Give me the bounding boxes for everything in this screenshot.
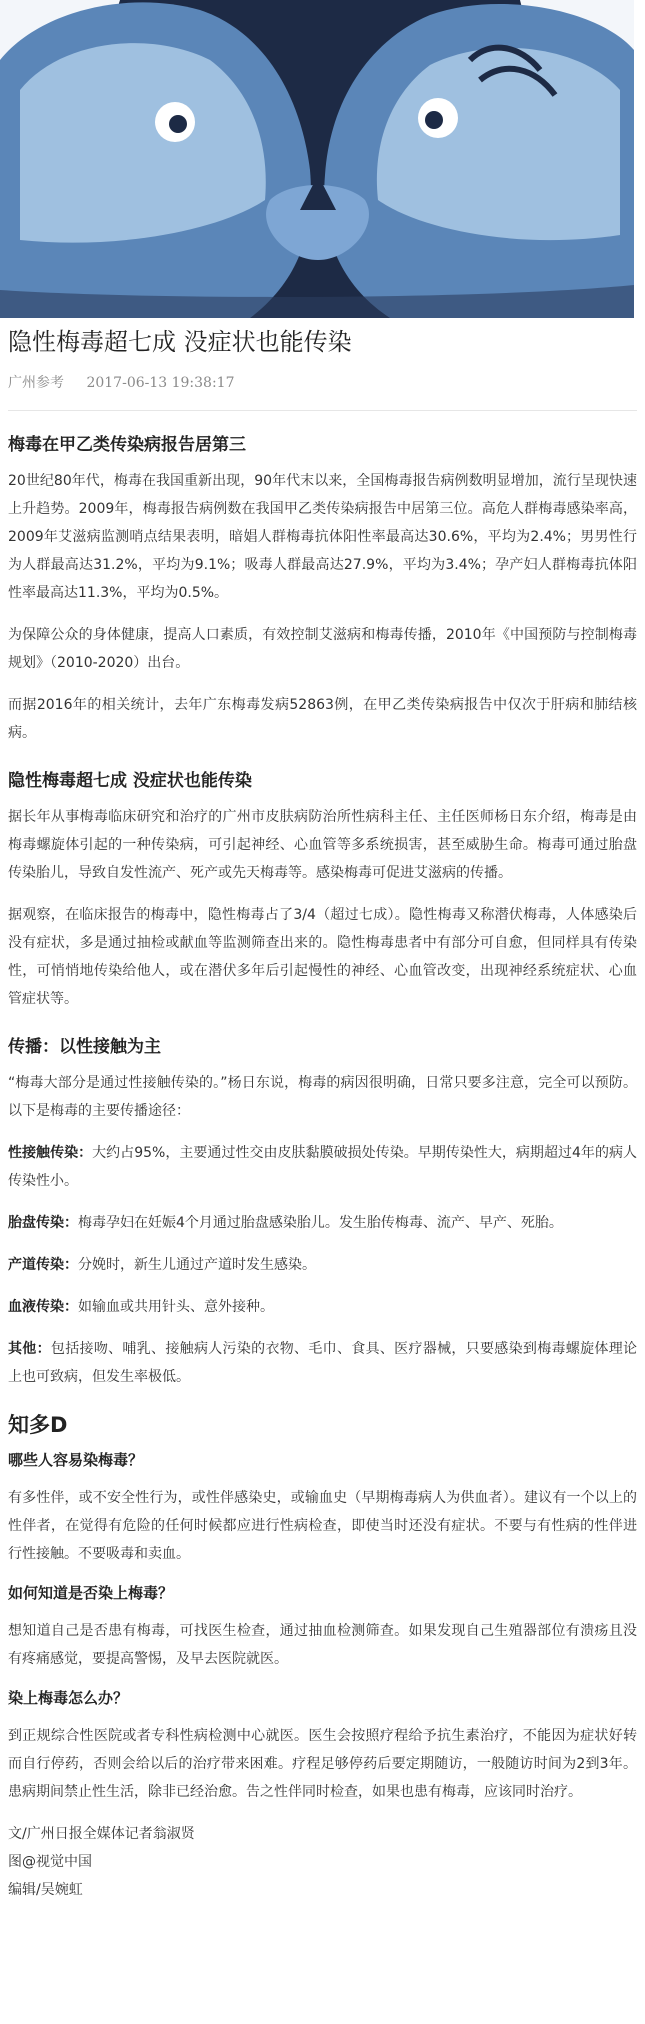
article-source[interactable]: 广州参考 <box>8 375 64 391</box>
transmission-item <box>8 1139 637 1195</box>
article-body <box>0 433 645 1904</box>
paragraph: 据观察，在临床报告的梅毒中，隐性梅毒占了3/4（超过七成）。隐性梅毒又称潜伏梅毒，人体感染后没有症状，多是通过抽检或献血等监测筛查出来的。隐性梅毒患者中有部分可自愈，但同样具有传染性，可悄悄地传染给他人，或在潜伏多年后引起慢性的神经、心血管改变，出现神经系统症状、心血管症状等。 <box>8 907 637 1007</box>
faq-question: 如何知道是否染上梅毒？ <box>8 1584 174 1602</box>
paragraph: 20世纪80年代，梅毒在我国重新出现，90年代末以来，全国梅毒报告病例数明显增加，流行呈现快速上升趋势。2009年，梅毒报告病例数在我国甲乙类传染病报告中居第三位。高危人群梅毒感染率高，2009年艾滋病监测哨点结果表明，暗娼人群梅毒抗体阳性率最高达30.6%，平均为2.4%；男男性行为人群最高达31.2%，平均为9.1%；吸毒人群最高达27.9%，平均为3.4%；孕产妇人群梅毒抗体阳性率最高达11.3%，平均为0.5%。 <box>8 473 637 601</box>
article-meta <box>0 358 645 392</box>
credit-photo: 图@视觉中国 <box>8 1854 92 1870</box>
transmission-text: 包括接吻、哺乳、接触病人污染的衣物、毛巾、食具、医疗器械，只要感染到梅毒螺旋体理论上也可致病，但发生率极低。 <box>8 1341 638 1385</box>
faq-answer: 想知道自己是否患有梅毒，可找医生检查，通过抽血检测筛查。如果发现自己生殖器部位有溃疡且没有疼痛感觉，要提高警惕，及早去医院就医。 <box>8 1623 637 1667</box>
faq-answer: 有多性伴，或不安全性行为，或性伴感染史，或输血史（早期梅毒病人为供血者）。建议有一个以上的性伴者，在觉得有危险的任何时候都应进行性病检查，即使当时还没有症状。不要与有性病的性伴进行性接触。不要吸毒和卖血。 <box>8 1490 637 1562</box>
transmission-item <box>8 1335 637 1391</box>
section-heading: 传播：以性接触为主 <box>8 1037 161 1057</box>
transmission-text: 梅毒孕妇在妊娠4个月通过胎盘感染胎儿。发生胎传梅毒、流产、早产、死胎。 <box>78 1215 563 1231</box>
faq-question: 染上梅毒怎么办？ <box>8 1689 129 1707</box>
transmission-item <box>8 1209 637 1237</box>
faq-question: 哪些人容易染梅毒？ <box>8 1451 144 1469</box>
transmission-label: 胎盘传染： <box>8 1215 78 1231</box>
zhiduo-heading: 知多D <box>8 1413 68 1437</box>
transmission-text: 大约占95%，主要通过性交由皮肤黏膜破损处传染。早期传染性大，病期超过4年的病人传染性小。 <box>8 1145 637 1189</box>
faq-answer: 到正规综合性医院或者专科性病检测中心就医。医生会按照疗程给予抗生素治疗，不能因为症状好转而自行停药，否则会给以后的治疗带来困难。疗程足够停药后要定期随访，一般随访时间为2到3年。患病期间禁止性生活，除非已经治愈。告之性伴同时检查，如果也患有梅毒，应该同时治疗。 <box>8 1728 637 1800</box>
article-credits <box>8 1820 637 1904</box>
credit-author: 文/广州日报全媒体记者翁淑贤 <box>8 1826 195 1842</box>
transmission-label: 产道传染： <box>8 1257 78 1273</box>
transmission-label: 其他： <box>8 1341 51 1357</box>
paragraph: “梅毒大部分是通过性接触传染的。”杨日东说，梅毒的病因很明确，日常只要多注意，完全可以预防。以下是梅毒的主要传播途径： <box>8 1075 637 1119</box>
article-datetime: 2017-06-13 19:38:17 <box>86 375 235 391</box>
transmission-item <box>8 1251 637 1279</box>
transmission-text: 分娩时，新生儿通过产道时发生感染。 <box>78 1257 316 1273</box>
paragraph: 据长年从事梅毒临床研究和治疗的广州市皮肤病防治所性病科主任、主任医师杨日东介绍，梅毒是由梅毒螺旋体引起的一种传染病，可引起神经、心血管等多系统损害，甚至威胁生命。梅毒可通过胎盘传染胎儿，导致自发性流产、死产或先天梅毒等。感染梅毒可促进艾滋病的传播。 <box>8 809 637 881</box>
section-heading: 梅毒在甲乙类传染病报告居第三 <box>8 435 246 455</box>
paragraph: 为保障公众的身体健康，提高人口素质，有效控制艾滋病和梅毒传播，2010年《中国预防与控制梅毒规划》（2010-2020）出台。 <box>8 627 637 671</box>
divider <box>8 410 637 411</box>
hero-illustration <box>0 0 634 318</box>
transmission-label: 血液传染： <box>8 1299 78 1315</box>
transmission-text: 如输血或共用针头、意外接种。 <box>78 1299 274 1315</box>
paragraph: 而据2016年的相关统计，去年广东梅毒发病52863例，在甲乙类传染病报告中仅次于肝病和肺结核病。 <box>8 697 637 741</box>
transmission-item <box>8 1293 637 1321</box>
credit-editor: 编辑/吴婉虹 <box>8 1882 83 1898</box>
transmission-label: 性接触传染： <box>8 1145 93 1161</box>
section-heading: 隐性梅毒超七成 没症状也能传染 <box>8 771 252 791</box>
article-title: 隐性梅毒超七成 没症状也能传染 <box>8 328 352 356</box>
